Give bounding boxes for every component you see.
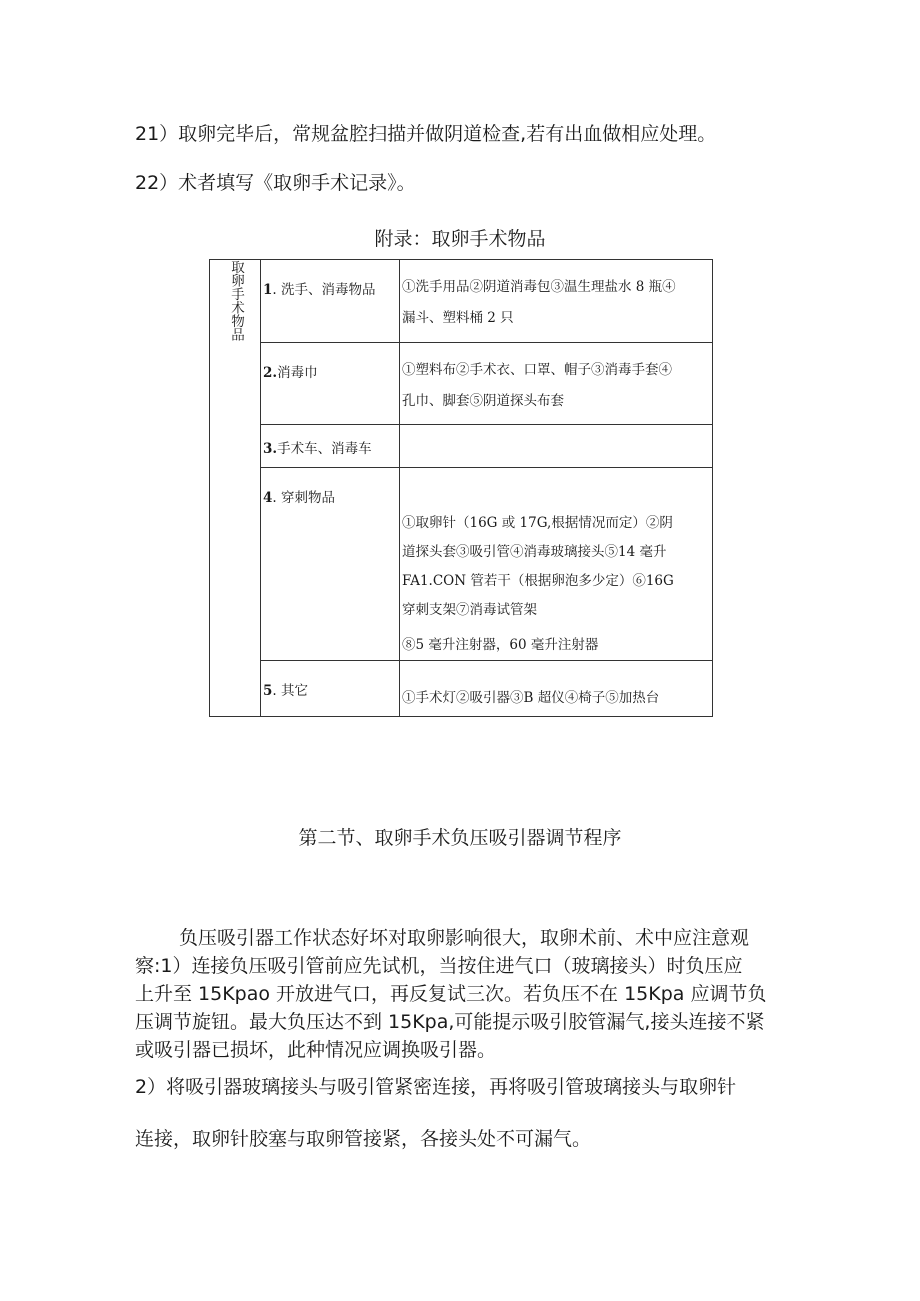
paragraph-line: 压调节旋钮。最大负压达不到 15Kpa,可能提示吸引胶管漏气,接头连接不紧 <box>135 1011 765 1033</box>
detail-cell <box>400 260 713 343</box>
detail-line: ①取卵针（16G 或 17G,根据情况而定）②阴 <box>402 515 673 531</box>
detail-cell <box>400 343 713 425</box>
section-title: 第二节、取卵手术负压吸引器调节程序 <box>298 827 622 849</box>
side-label: 取卵手术物品 <box>228 260 244 341</box>
detail-line: ①洗手用品②阴道消毒包③温生理盐水 8 瓶④ <box>402 279 676 295</box>
detail-line: 漏斗、塑料桶 2 只 <box>402 310 514 326</box>
detail-line: 穿刺支架⑦消毒试管架 <box>402 602 537 618</box>
side-label-cell <box>210 260 261 717</box>
category-cell <box>261 343 400 425</box>
step-21: 21）取卵完毕后，常规盆腔扫描并做阴道检查,若有出血做相应处理。 <box>135 123 717 145</box>
category-cell <box>261 260 400 343</box>
category-cell <box>261 468 400 661</box>
step-2-line-1: 2）将吸引器玻璃接头与吸引管紧密连接，再将吸引管玻璃接头与取卵针 <box>135 1076 737 1098</box>
table-row <box>210 260 713 343</box>
paragraph-line: 负压吸引器工作状态好坏对取卵影响很大，取卵术前、术中应注意观 <box>179 927 750 949</box>
appendix-title: 附录：取卵手术物品 <box>374 228 546 250</box>
detail-cell <box>400 468 713 661</box>
category-label: . 其它 <box>272 683 308 699</box>
table-row <box>210 661 713 717</box>
category-number: 2. <box>263 365 278 381</box>
category-number: 1 <box>263 282 273 298</box>
items-table <box>209 259 713 717</box>
paragraph-line: 上升至 15Kpao 开放进气口，再反复试三次。若负压不在 15Kpa 应调节负 <box>135 983 767 1005</box>
detail-line: 孔巾、脚套⑤阴道探头布套 <box>402 393 564 409</box>
category-cell <box>261 425 400 468</box>
detail-cell <box>400 661 713 717</box>
table-row <box>210 343 713 425</box>
paragraph-line: 察:1）连接负压吸引管前应先试机，当按住进气口（玻璃接头）时负压应 <box>135 955 743 977</box>
category-number: 5 <box>263 683 273 699</box>
table-row <box>210 425 713 468</box>
step-22: 22）术者填写《取卵手术记录》。 <box>135 172 416 194</box>
detail-line: FA1.CON 管若干（根据卵泡多少定）⑥16G <box>402 573 674 589</box>
paragraph-line: 或吸引器已损坏，此种情况应调换吸引器。 <box>135 1039 497 1061</box>
detail-line: ⑧5 毫升注射器，60 毫升注射器 <box>402 637 599 653</box>
detail-line: ①手术灯②吸引器③B 超仪④椅子⑤加热台 <box>402 690 660 706</box>
detail-line: 道探头套③吸引管④消毒玻璃接头⑤14 毫升 <box>402 544 667 560</box>
detail-cell <box>400 425 713 468</box>
category-label: . 穿刺物品 <box>272 490 335 506</box>
table-row <box>210 468 713 661</box>
section-paragraph <box>135 924 775 1064</box>
category-cell <box>261 661 400 717</box>
step-2-line-2: 连接，取卵针胶塞与取卵管接紧，各接头处不可漏气。 <box>135 1128 592 1150</box>
detail-line: ①塑料布②手术衣、口罩、帽子③消毒手套④ <box>402 362 672 378</box>
category-number: 3. <box>263 441 278 457</box>
category-label: 消毒巾 <box>277 365 318 381</box>
category-label: . 洗手、消毒物品 <box>272 282 376 298</box>
category-number: 4 <box>263 490 273 506</box>
category-label: 手术车、消毒车 <box>277 441 372 457</box>
